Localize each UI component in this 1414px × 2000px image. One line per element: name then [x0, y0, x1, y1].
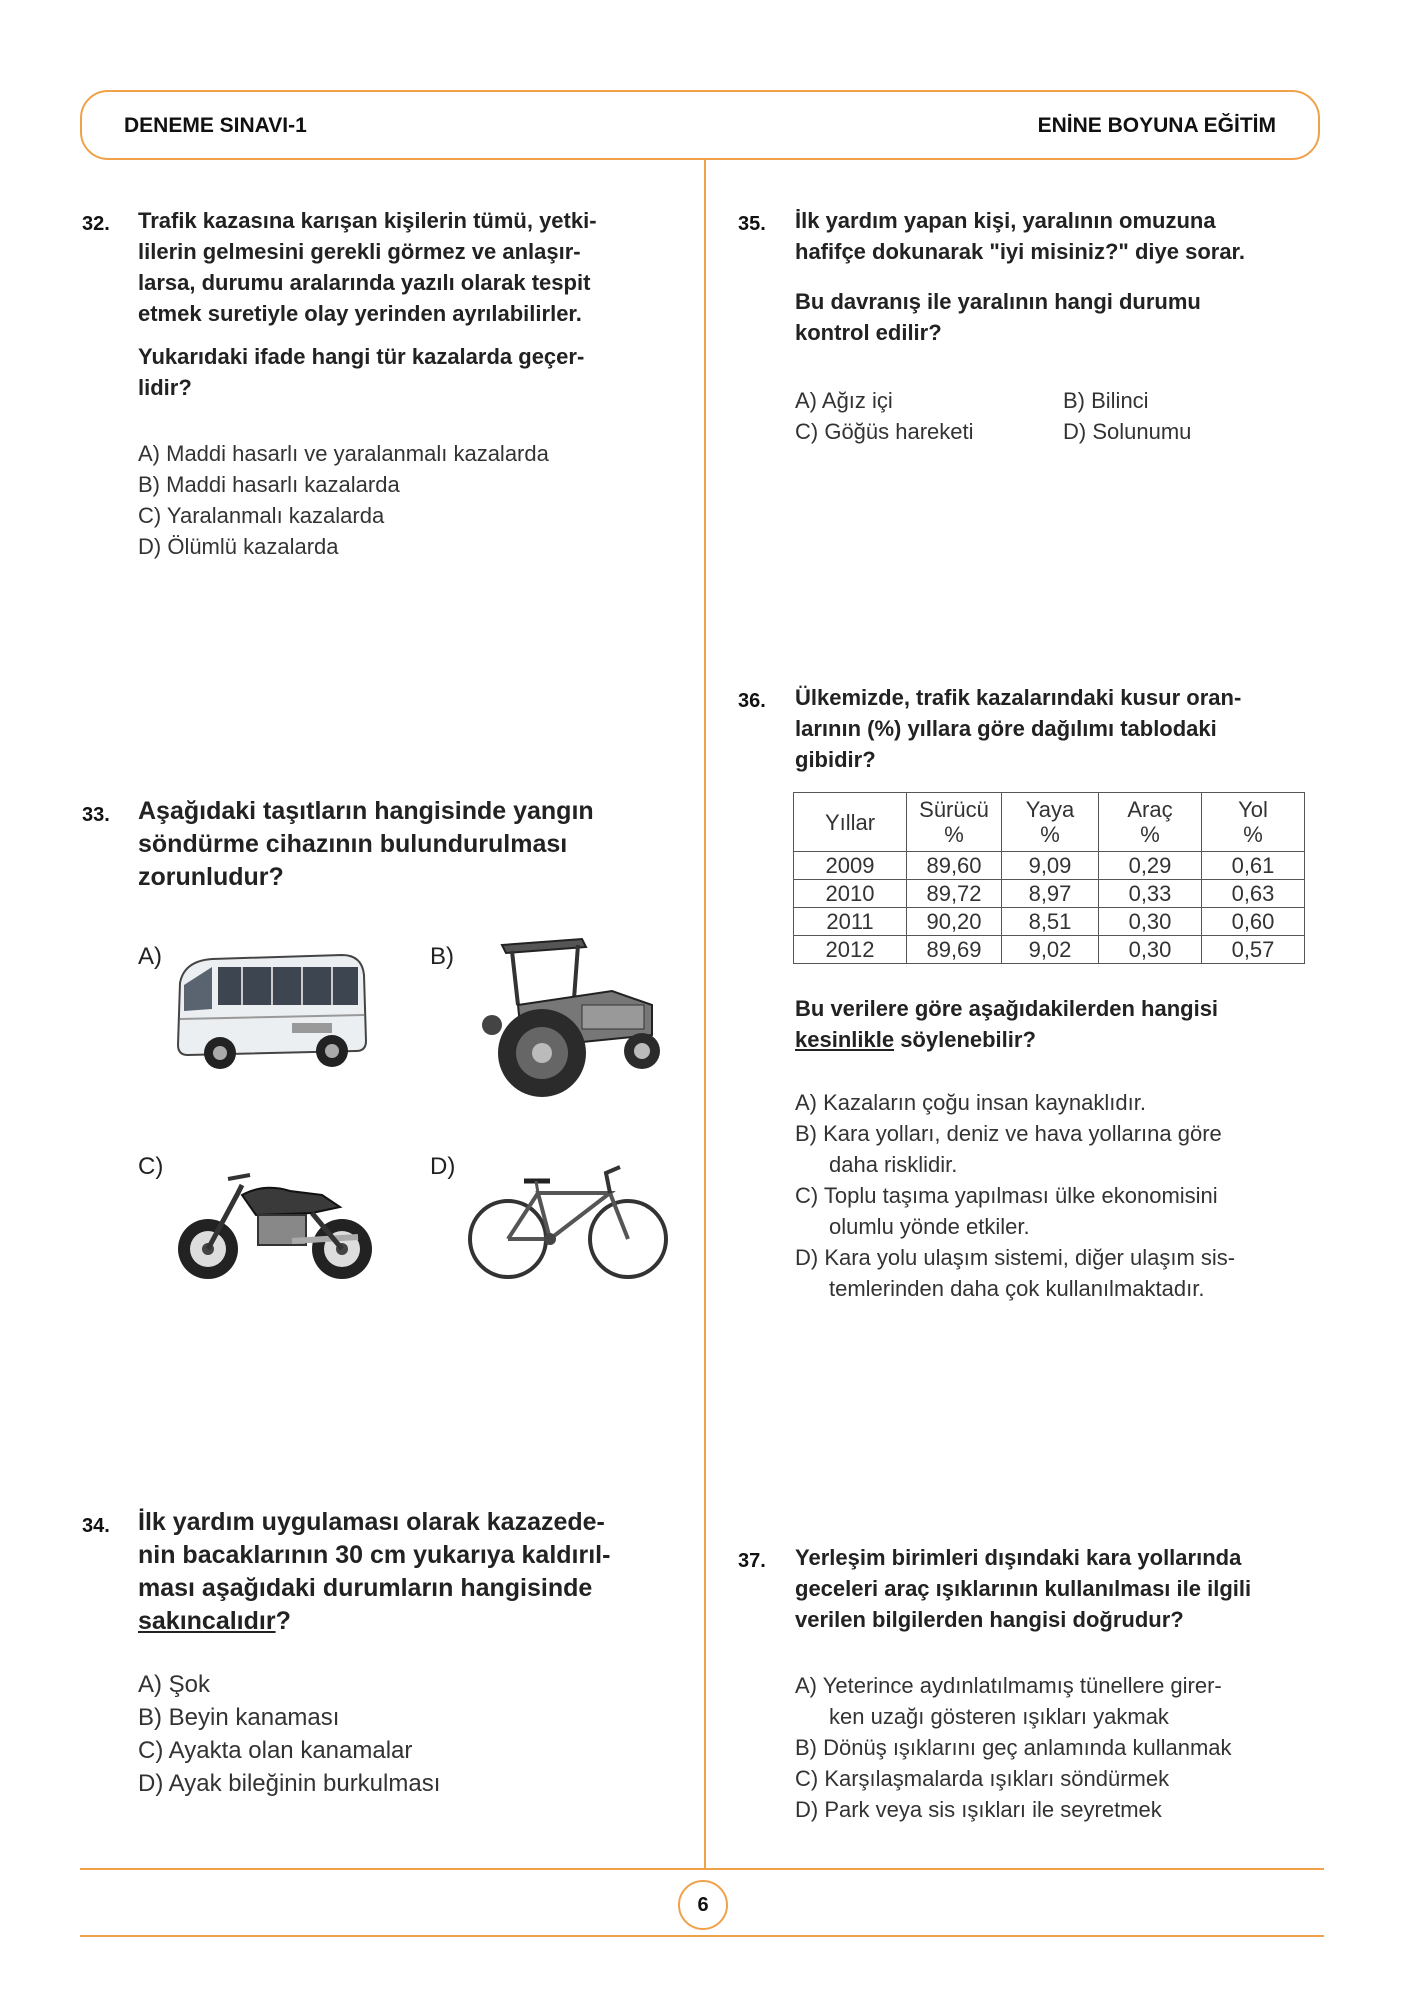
question-number: 37. — [738, 1550, 766, 1572]
footer-line-bottom — [80, 1935, 1324, 1937]
option-c-label[interactable]: C) — [138, 1153, 164, 1180]
option-a[interactable]: A) Kazaların çoğu insan kaynaklıdır. — [795, 1090, 1146, 1115]
question-stem: Trafik kazasına karışan kişilerin tümü, yetki- lilerin gelmesini gerekli görmez ve anlaşır- larsa, durumu aralarında yazılı olarak tespit etmek suretiyle olay yerinden ayrılabilirler. — [138, 208, 597, 326]
option-b-label[interactable]: B) — [430, 943, 454, 970]
column-header-road: Yol % — [1202, 793, 1305, 852]
table-row: 2010 89,72 8,97 0,33 0,63 — [794, 880, 1305, 908]
question-number: 36. — [738, 690, 766, 712]
tractor-icon[interactable] — [462, 935, 672, 1110]
question-prompt: Bu davranış ile yaralının hangi durumu kontrol edilir? — [795, 289, 1201, 345]
option-d-label[interactable]: D) — [430, 1153, 456, 1180]
option-c[interactable]: C) Toplu taşıma yapılması ülke ekonomisini olumlu yönde etkiler. — [795, 1183, 1218, 1239]
motorcycle-icon[interactable] — [172, 1155, 382, 1285]
option-d[interactable]: D) Park veya sis ışıkları ile seyretmek — [795, 1797, 1162, 1822]
option-b[interactable]: B) Bilinci — [1063, 388, 1149, 413]
question-stem: Aşağıdaki taşıtların hangisinde yangın söndürme cihazının bulundurulması zorunludur? — [138, 797, 594, 891]
table-row: 2011 90,20 8,51 0,30 0,60 — [794, 908, 1305, 936]
exam-title: DENEME SINAVI-1 — [124, 114, 307, 137]
column-header-years: Yıllar — [794, 793, 907, 852]
option-b[interactable]: B) Dönüş ışıklarını geç anlamında kullanmak — [795, 1735, 1232, 1760]
question-stem: Yerleşim birimleri dışındaki kara yollarında geceleri araç ışıklarının kullanılması ile ilgili verilen bilgilerden hangisi doğrudur? — [795, 1545, 1252, 1632]
bicycle-icon[interactable] — [464, 1155, 674, 1285]
option-a[interactable]: A) Şok — [138, 1671, 211, 1698]
question-number: 32. — [82, 213, 110, 235]
option-a-label[interactable]: A) — [138, 943, 162, 970]
answer-options — [795, 1670, 1315, 1825]
question-stem: İlk yardım uygulaması olarak kazazede- nin bacaklarının 30 cm yukarıya kaldırıl- ması aşağıdaki durumların hangisinde sakıncalıdır? — [138, 1508, 611, 1635]
option-c[interactable]: C) Karşılaşmalarda ışıkları söndürmek — [795, 1766, 1170, 1791]
bus-icon[interactable] — [172, 945, 382, 1075]
option-b[interactable]: B) Kara yolları, deniz ve hava yollarına göre daha risklidir. — [795, 1121, 1222, 1177]
column-header-vehicle: Araç % — [1099, 793, 1202, 852]
option-d[interactable]: D) Solunumu — [1063, 419, 1192, 444]
table-row: 2012 89,69 9,02 0,30 0,57 — [794, 936, 1305, 964]
option-a[interactable]: A) Ağız içi — [795, 388, 893, 413]
column-divider — [704, 158, 706, 1870]
answer-options — [138, 1668, 440, 1800]
question-prompt: Bu verilere göre aşağıdakilerden hangisi kesinlikle söylenebilir? — [795, 996, 1219, 1052]
option-b[interactable]: B) Beyin kanaması — [138, 1704, 340, 1731]
option-d[interactable]: D) Kara yolu ulaşım sistemi, diğer ulaşım sis- temlerinden daha çok kullanılmaktadır. — [795, 1245, 1236, 1301]
answer-options — [795, 1087, 1315, 1304]
publisher-name: ENİNE BOYUNA EĞİTİM — [1037, 114, 1276, 137]
question-stem: İlk yardım yapan kişi, yaralının omuzuna hafifçe dokunarak "iyi misiniz?" diye sorar. — [795, 208, 1246, 264]
footer-line-top — [80, 1868, 1324, 1870]
option-b[interactable]: B) Maddi hasarlı kazalarda — [138, 472, 400, 497]
option-a[interactable]: A) Yeterince aydınlatılmamış tünellere girer- ken uzağı gösteren ışıkları yakmak — [795, 1673, 1222, 1729]
question-number: 35. — [738, 213, 766, 235]
question-prompt: Yukarıdaki ifade hangi tür kazalarda geçer- lidir? — [138, 344, 585, 400]
column-header-pedestrian: Yaya % — [1002, 793, 1099, 852]
fault-rate-table — [793, 792, 1305, 964]
page-number: 6 — [678, 1880, 728, 1930]
page-header — [80, 90, 1320, 160]
option-d[interactable]: D) Ayak bileğinin burkulması — [138, 1770, 441, 1797]
question-number: 33. — [82, 804, 110, 826]
underlined-keyword: sakıncalıdır — [138, 1607, 276, 1635]
option-c[interactable]: C) Göğüs hareketi — [795, 419, 974, 444]
question-stem: Ülkemizde, trafik kazalarındaki kusur oran- larının (%) yıllara göre dağılımı tablodaki gibidir? — [795, 685, 1242, 772]
option-a[interactable]: A) Maddi hasarlı ve yaralanmalı kazalarda — [138, 441, 549, 466]
option-d[interactable]: D) Ölümlü kazalarda — [138, 534, 339, 559]
underlined-keyword: kesinlikle — [795, 1027, 895, 1052]
option-c[interactable]: C) Ayakta olan kanamalar — [138, 1737, 413, 1764]
column-header-driver: Sürücü % — [907, 793, 1002, 852]
table-header-row — [794, 793, 1305, 852]
option-c[interactable]: C) Yaralanmalı kazalarda — [138, 503, 385, 528]
table-row: 2009 89,60 9,09 0,29 0,61 — [794, 852, 1305, 880]
answer-options — [138, 438, 549, 562]
question-number: 34. — [82, 1515, 110, 1537]
